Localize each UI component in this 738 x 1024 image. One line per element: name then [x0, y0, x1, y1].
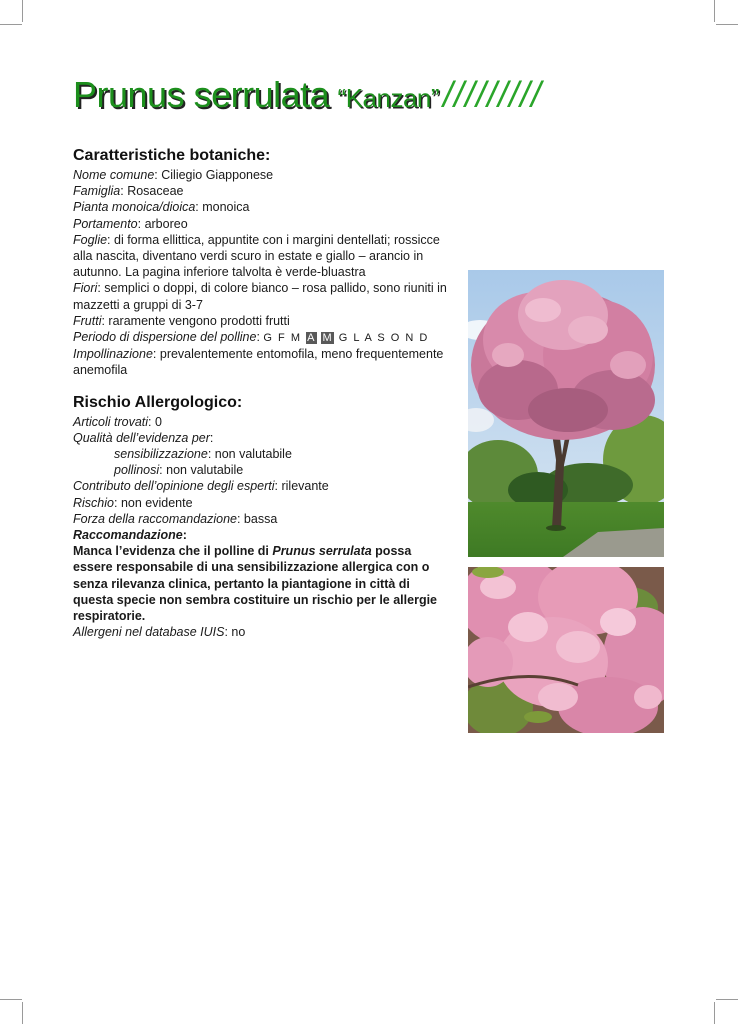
crop-mark-top-right [714, 0, 715, 22]
pollinosis-label: pollinosi [114, 463, 160, 478]
habit-line [73, 216, 453, 232]
tree-photo-image [468, 270, 664, 557]
iuis-line [73, 624, 453, 640]
pollinosis-line [73, 462, 453, 478]
evidence-quality-line [73, 430, 453, 446]
risk-line [73, 495, 453, 511]
strength-value: : bassa [236, 511, 278, 526]
leaves-line [73, 232, 453, 281]
sensitization-label: sensibilizzazione [114, 447, 208, 462]
botanical-heading: Caratteristiche botaniche: [73, 147, 271, 164]
sensitization-value: : non valutabile [207, 447, 292, 462]
habit-value: : arboreo [137, 216, 188, 231]
fruits-label: Frutti [73, 313, 102, 328]
recommendation-species: Prunus serrulata [272, 544, 372, 559]
strength-line [73, 511, 453, 527]
month-9: O [390, 332, 401, 345]
recommendation-text [73, 543, 453, 624]
cultivar-name: “Kanzan” [337, 83, 440, 113]
recommendation-post: possa essere responsabile di una sensibilizzazione allergica con o senza rilevanza clinica, pertanto la piantagione in città di questa specie non sembra costituire un rischio per le allergie respiratorie. [73, 544, 438, 624]
allergy-heading: Rischio Allergologico: [73, 393, 243, 411]
common-name-label: Nome comune [73, 168, 155, 182]
leaves-value: : di forma ellittica, appuntite con i margini dentellati; rossicce alla nascita, diventano verdi scuro in estate e giallo – arancio in autunno. La pagina inferiore talvolta è verde-bluastra [73, 232, 440, 280]
pollinosis-value: : non valutabile [159, 463, 244, 478]
main-content [73, 146, 453, 640]
fruits-line [73, 313, 453, 329]
sensitization-line [73, 446, 453, 462]
recommendation-label: Raccomandazione [73, 528, 183, 543]
risk-label: Rischio [73, 495, 114, 510]
crop-mark-top-right-h [716, 24, 738, 25]
month-1: F [278, 332, 287, 345]
monoecy-label: Pianta monoica/dioica [73, 200, 196, 215]
monoecy-value: : monoica [195, 200, 250, 215]
title-decoration: ///////// [443, 74, 543, 115]
month-2: M [290, 332, 302, 345]
recommendation-heading [73, 527, 453, 543]
family-line [73, 183, 453, 199]
month-3: A [307, 332, 316, 345]
pollination-line [73, 346, 453, 378]
pollen-period-label: Periodo di dispersione del polline [73, 330, 257, 345]
month-7: A [364, 332, 373, 345]
month-0: G [263, 332, 274, 345]
crop-mark-top-left [22, 0, 23, 22]
expert-opinion-line [73, 478, 453, 494]
strength-label: Forza della raccomandazione [73, 511, 237, 526]
species-name: Prunus serrulata [73, 74, 330, 115]
common-name-value: : Ciliegio Giapponese [154, 168, 274, 182]
blossom-photo-image [468, 567, 664, 733]
pollination-label: Impollinazione [73, 347, 153, 362]
crop-mark-top-left-h [0, 24, 22, 25]
crop-mark-bottom-right-h [716, 999, 738, 1000]
iuis-value: : no [224, 625, 246, 640]
crop-mark-bottom-right [714, 1002, 715, 1024]
iuis-label: Allergeni nel database IUIS [73, 625, 225, 640]
evidence-quality-value: : [209, 430, 214, 445]
month-11: D [419, 332, 429, 345]
habit-label: Portamento [73, 216, 138, 231]
flowers-value: : semplici o doppi, di colore bianco – rosa pallido, sono riuniti in mazzetti a gruppi di 3-7 [73, 281, 447, 312]
risk-value: : non evidente [114, 495, 193, 510]
page-title [73, 74, 542, 116]
recommendation-colon: : [182, 528, 187, 543]
common-name-line [73, 167, 453, 183]
articles-line [73, 414, 453, 430]
leaves-label: Foglie [73, 232, 108, 247]
flowers-label: Fiori [73, 281, 98, 296]
fruits-value: : raramente vengono prodotti frutti [101, 313, 290, 328]
blossom-photo [468, 567, 664, 733]
crop-mark-bottom-left-h [0, 999, 22, 1000]
pollen-period-colon: : [256, 330, 264, 345]
evidence-quality-label: Qualità dell’evidenza per [73, 430, 210, 445]
expert-opinion-label: Contributo dell’opinione degli esperti [73, 479, 275, 494]
family-value: : Rosaceae [120, 184, 184, 199]
articles-label: Articoli trovati [73, 414, 149, 429]
month-4: M [322, 332, 334, 345]
tree-photo [468, 270, 664, 557]
articles-value: : 0 [148, 414, 162, 429]
family-label: Famiglia [73, 184, 121, 199]
month-5: G [338, 332, 349, 345]
expert-opinion-value: : rilevante [274, 479, 329, 494]
flowers-line [73, 280, 453, 312]
month-10: N [405, 332, 415, 345]
monoecy-line [73, 199, 453, 215]
month-8: S [377, 332, 387, 345]
pollen-month-calendar [263, 332, 428, 344]
recommendation-pre: Manca l’evidenza che il polline di [73, 544, 273, 559]
month-6: L [353, 332, 361, 345]
pollen-period-line [73, 329, 453, 346]
crop-mark-bottom-left [22, 1002, 23, 1024]
pollination-value: : prevalentemente entomofila, meno frequentemente anemofila [73, 347, 444, 378]
